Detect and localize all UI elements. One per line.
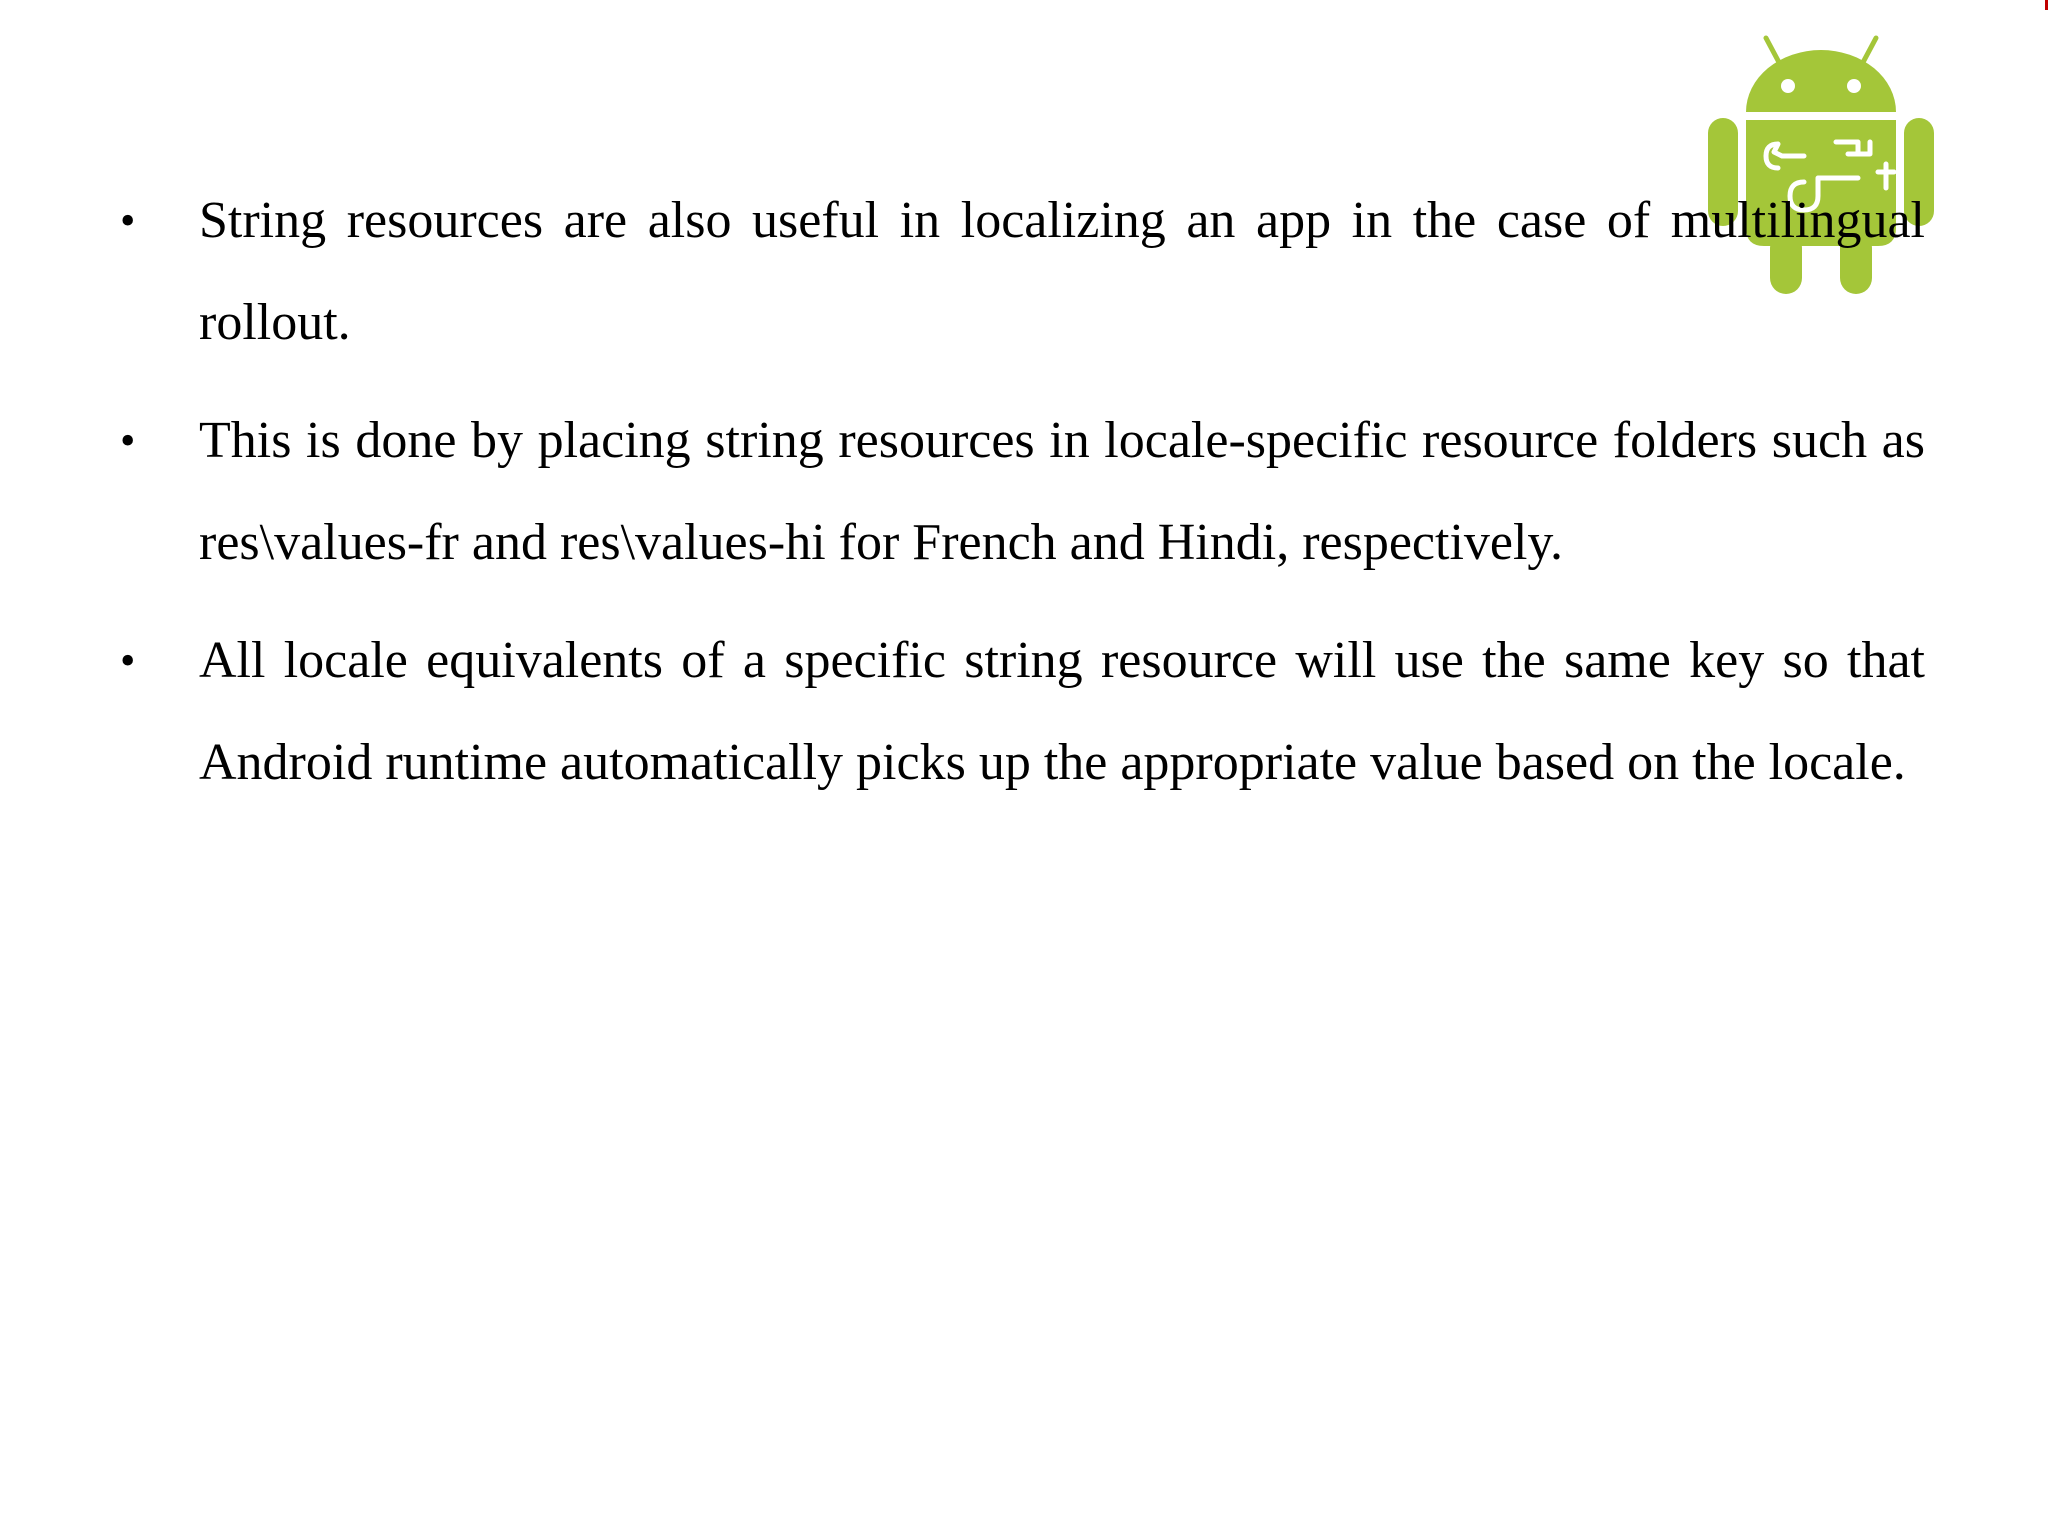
bullet-marker: • <box>120 636 136 685</box>
android-eye-right <box>1847 79 1861 93</box>
bullet-marker: • <box>120 196 136 245</box>
android-eye-left <box>1781 79 1795 93</box>
bullet-text: This is done by placing string resources in locale-specific resource folders such as res\values-fr and res\values-hi for French and Hindi, respectively. <box>199 412 1925 571</box>
bullet-text: All locale equivalents of a specific string resource will use the same key so that Android runtime automatically picks up the appropriate value based on the locale. <box>199 632 1925 791</box>
bullet-item-locale-folders <box>110 390 1925 594</box>
bullet-item-same-key <box>110 610 1925 814</box>
bullet-text: String resources are also useful in localizing an app in the case of multilingual rollout. <box>199 192 1925 351</box>
android-head <box>1746 50 1896 112</box>
bullet-list <box>110 170 1925 830</box>
bullet-item-localization <box>110 170 1925 374</box>
bullet-marker: • <box>120 416 136 465</box>
